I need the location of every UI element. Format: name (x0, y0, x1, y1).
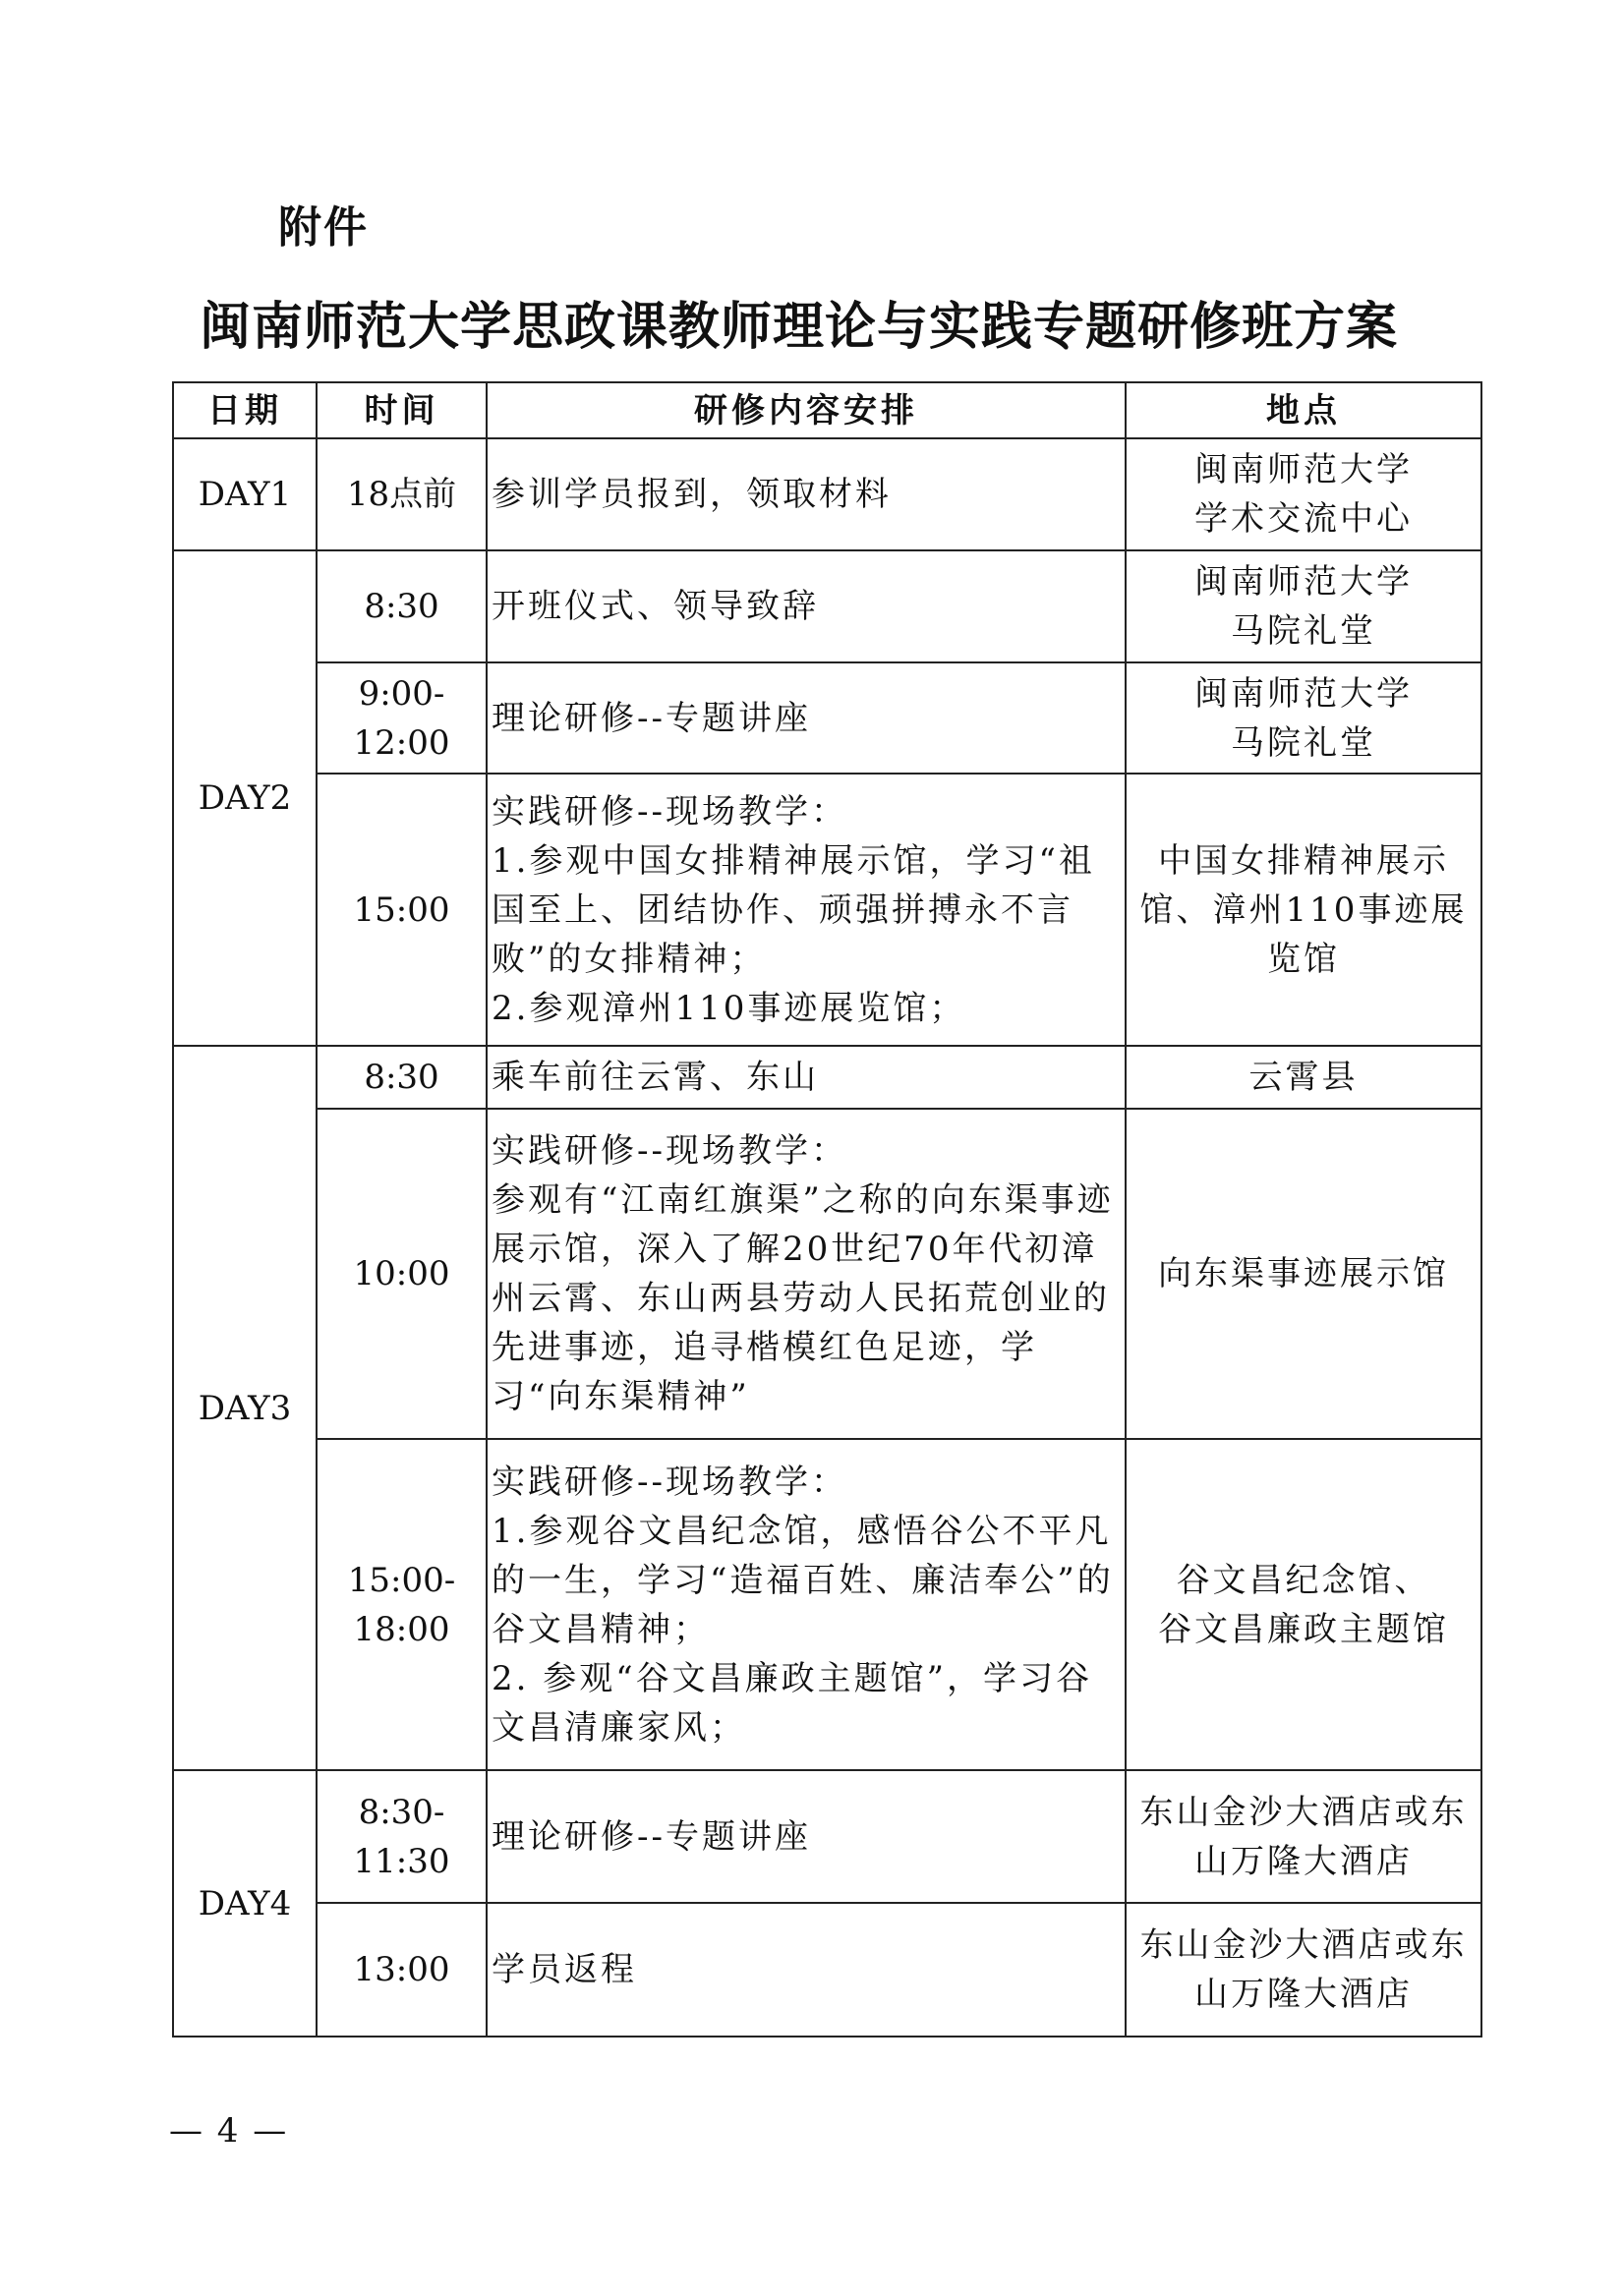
time-cell: 8:30 (317, 1046, 487, 1109)
content-cell: 实践研修--现场教学： 1.参观中国女排精神展示馆，学习“祖国至上、团结协作、顽强拼搏永不言败”的女排精神； 2.参观漳州110事迹展览馆； (487, 774, 1126, 1046)
time-cell: 18点前 (317, 438, 487, 550)
content-cell: 理论研修--专题讲座 (487, 662, 1126, 774)
time-cell: 8:30- 11:30 (317, 1770, 487, 1903)
day-cell: DAY1 (173, 438, 317, 550)
schedule-table (172, 381, 1482, 2038)
table-row (173, 1046, 1481, 1109)
day-cell: DAY4 (173, 1770, 317, 2037)
time-cell: 10:00 (317, 1109, 487, 1439)
place-cell: 云霄县 (1126, 1046, 1481, 1109)
place-cell: 东山金沙大酒店或东山万隆大酒店 (1126, 1770, 1481, 1903)
header-place: 地点 (1126, 382, 1481, 438)
table-row (173, 438, 1481, 550)
day-cell: DAY2 (173, 550, 317, 1046)
attachment-label: 附件 (278, 202, 369, 253)
time-cell: 15:00 (317, 774, 487, 1046)
time-cell: 15:00- 18:00 (317, 1439, 487, 1770)
day-cell: DAY3 (173, 1046, 317, 1770)
place-cell: 闽南师范大学 马院礼堂 (1126, 550, 1481, 662)
place-cell: 中国女排精神展示馆、漳州110事迹展览馆 (1126, 774, 1481, 1046)
content-cell: 学员返程 (487, 1903, 1126, 2037)
table-row (173, 662, 1481, 774)
page-number: — 4 — (169, 2111, 289, 2151)
table-row (173, 1439, 1481, 1770)
time-cell: 13:00 (317, 1903, 487, 2037)
table-row (173, 550, 1481, 662)
content-cell: 参训学员报到，领取材料 (487, 438, 1126, 550)
place-cell: 向东渠事迹展示馆 (1126, 1109, 1481, 1439)
table-row (173, 774, 1481, 1046)
table-row (173, 1903, 1481, 2037)
place-cell: 闽南师范大学 马院礼堂 (1126, 662, 1481, 774)
header-time: 时间 (317, 382, 487, 438)
header-date: 日期 (173, 382, 317, 438)
content-cell: 实践研修--现场教学： 1.参观谷文昌纪念馆，感悟谷公不平凡的一生，学习“造福百姓、廉洁奉公”的谷文昌精神； 2. 参观“谷文昌廉政主题馆”，学习谷文昌清廉家风； (487, 1439, 1126, 1770)
table-row (173, 1770, 1481, 1903)
content-cell: 开班仪式、领导致辞 (487, 550, 1126, 662)
place-cell: 闽南师范大学 学术交流中心 (1126, 438, 1481, 550)
content-cell: 实践研修--现场教学： 参观有“江南红旗渠”之称的向东渠事迹展示馆，深入了解20世纪70年代初漳州云霄、东山两县劳动人民拓荒创业的先进事迹，追寻楷模红色足迹，学习“向东渠精神” (487, 1109, 1126, 1439)
content-cell: 理论研修--专题讲座 (487, 1770, 1126, 1903)
place-cell: 谷文昌纪念馆、 谷文昌廉政主题馆 (1126, 1439, 1481, 1770)
time-cell: 8:30 (317, 550, 487, 662)
time-cell: 9:00- 12:00 (317, 662, 487, 774)
content-cell: 乘车前往云霄、东山 (487, 1046, 1126, 1109)
table-row (173, 1109, 1481, 1439)
place-cell: 东山金沙大酒店或东山万隆大酒店 (1126, 1903, 1481, 2037)
table-header-row (173, 382, 1481, 438)
document-title: 闽南师范大学思政课教师理论与实践专题研修班方案 (200, 298, 1399, 357)
header-content: 研修内容安排 (487, 382, 1126, 438)
